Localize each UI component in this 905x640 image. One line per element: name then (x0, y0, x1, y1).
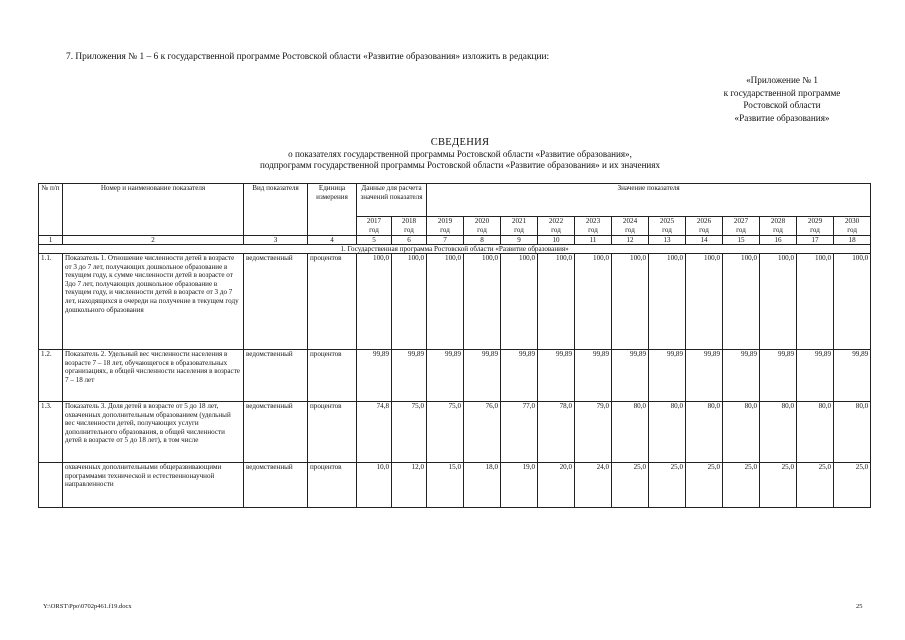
year-header (538, 217, 575, 236)
header-base: Данные для расчета значений показателя (357, 184, 427, 217)
year-suffix: год (551, 226, 561, 234)
indicator-value: 25,0 (686, 463, 723, 508)
column-number-row (39, 236, 871, 245)
heading-line-1: о показателях государственной программы Ростовской области «Развитие образования», (288, 149, 632, 159)
year-suffix: год (699, 226, 709, 234)
indicator-value: 25,0 (760, 463, 797, 508)
indicator-value: 100,0 (575, 254, 612, 350)
indicator-value: 99,89 (575, 350, 612, 402)
year-header (357, 217, 392, 236)
year-suffix: год (773, 226, 783, 234)
year-suffix: год (440, 226, 450, 234)
indicator-value: 75,0 (427, 402, 464, 463)
year-value: 2025 (659, 217, 675, 225)
year-suffix: год (588, 226, 598, 234)
indicator-value: 99,89 (686, 350, 723, 402)
year-header (723, 217, 760, 236)
column-number: 15 (723, 236, 760, 245)
indicator-kind: ведомственный (244, 350, 308, 402)
indicator-value: 25,0 (649, 463, 686, 508)
table-row (39, 402, 871, 463)
indicator-value: 99,89 (427, 350, 464, 402)
indicator-value: 80,0 (612, 402, 649, 463)
indicator-value: 25,0 (612, 463, 649, 508)
year-value: 2028 (770, 217, 786, 225)
indicator-value: 100,0 (760, 254, 797, 350)
appendix-line: Ростовской области (743, 100, 821, 110)
year-suffix: год (625, 226, 635, 234)
indicator-value: 100,0 (538, 254, 575, 350)
indicator-value: 99,89 (797, 350, 834, 402)
column-number: 17 (797, 236, 834, 245)
intro-paragraph: 7. Приложения № 1 – 6 к государственной программе Ростовской области «Развитие образования» изложить в редакции: (66, 52, 550, 62)
indicator-kind: ведомственный (244, 254, 308, 350)
column-number: 7 (427, 236, 464, 245)
year-header (392, 217, 427, 236)
indicator-value: 20,0 (538, 463, 575, 508)
year-header (834, 217, 871, 236)
indicator-name: Показатель 2. Удельный вес численности населения в возрасте 7 – 18 лет, обучающегося в образовательных организациях, в общей численности населения в возрасте 7 – 18 лет (63, 350, 244, 402)
table-body (39, 184, 871, 508)
program-title: 1. Государственная программа Ростовской области «Развитие образования» (39, 245, 871, 254)
indicator-value: 10,0 (357, 463, 392, 508)
column-number: 6 (392, 236, 427, 245)
indicator-value: 100,0 (649, 254, 686, 350)
indicator-value: 100,0 (723, 254, 760, 350)
indicator-value: 99,89 (723, 350, 760, 402)
indicators-table (38, 183, 871, 508)
column-number: 1 (39, 236, 63, 245)
indicator-value: 80,0 (797, 402, 834, 463)
year-value: 2020 (474, 217, 490, 225)
indicator-name: охваченных дополнительными общеразвивающими программами технической и естественнонаучной направленности (63, 463, 244, 508)
row-number: 1.3. (39, 402, 63, 463)
year-suffix: год (477, 226, 487, 234)
indicator-value: 80,0 (649, 402, 686, 463)
year-value: 2021 (511, 217, 527, 225)
indicator-value: 25,0 (723, 463, 760, 508)
year-value: 2029 (807, 217, 823, 225)
column-number: 12 (612, 236, 649, 245)
indicator-value: 99,89 (834, 350, 871, 402)
column-number: 3 (244, 236, 308, 245)
indicator-value: 76,0 (464, 402, 501, 463)
year-header (575, 217, 612, 236)
year-suffix: год (736, 226, 746, 234)
column-number: 2 (63, 236, 244, 245)
appendix-line: «Приложение № 1 (746, 75, 818, 85)
year-value: 2022 (548, 217, 564, 225)
indicator-value: 99,89 (501, 350, 538, 402)
indicator-value: 99,89 (357, 350, 392, 402)
column-number: 16 (760, 236, 797, 245)
year-header (501, 217, 538, 236)
indicator-value: 100,0 (427, 254, 464, 350)
table-row (39, 254, 871, 350)
indicator-value: 79,0 (575, 402, 612, 463)
indicator-value: 99,89 (392, 350, 427, 402)
indicator-value: 100,0 (612, 254, 649, 350)
indicator-value: 100,0 (834, 254, 871, 350)
year-value: 2019 (437, 217, 453, 225)
heading-line-2: подпрограмм государственной программы Ростовской области «Развитие образования» и их значениях (259, 160, 661, 170)
year-value: 2030 (845, 217, 860, 225)
indicator-value: 100,0 (501, 254, 538, 350)
year-suffix: год (810, 226, 820, 234)
indicator-unit: процентов (308, 463, 357, 508)
column-number: 11 (575, 236, 612, 245)
column-number: 18 (834, 236, 871, 245)
year-header (612, 217, 649, 236)
indicator-value: 100,0 (392, 254, 427, 350)
header-values: Значение показателя (427, 184, 871, 217)
indicator-value: 99,89 (612, 350, 649, 402)
indicator-value: 100,0 (464, 254, 501, 350)
header-row (39, 184, 871, 217)
year-header (649, 217, 686, 236)
year-suffix: год (662, 226, 672, 234)
indicator-name: Показатель 3. Доля детей в возрасте от 5 до 18 лет, охваченных дополнительным образованием (удельный вес численности детей, получающих услуги дополнительного образования, в общей численности детей в возрасте от 5 до 18 лет), в том числе (63, 402, 244, 463)
indicator-value: 25,0 (797, 463, 834, 508)
indicator-unit: процентов (308, 254, 357, 350)
document-heading (160, 136, 760, 171)
year-suffix: год (369, 226, 379, 234)
indicator-value: 80,0 (760, 402, 797, 463)
column-number: 5 (357, 236, 392, 245)
year-value: 2027 (733, 217, 749, 225)
indicator-value: 99,89 (538, 350, 575, 402)
indicator-value: 99,89 (464, 350, 501, 402)
column-number: 9 (501, 236, 538, 245)
indicator-value: 100,0 (357, 254, 392, 350)
indicator-unit: процентов (308, 402, 357, 463)
table-row (39, 350, 871, 402)
indicator-value: 75,0 (392, 402, 427, 463)
indicator-value: 18,0 (464, 463, 501, 508)
indicator-value: 80,0 (686, 402, 723, 463)
heading-title: СВЕДЕНИЯ (430, 137, 490, 148)
table-row (39, 463, 871, 508)
column-number: 13 (649, 236, 686, 245)
page-number: 25 (856, 603, 863, 610)
indicator-value: 25,0 (834, 463, 871, 508)
indicator-value: 99,89 (760, 350, 797, 402)
year-header (797, 217, 834, 236)
year-value: 2017 (366, 217, 382, 225)
indicator-kind: ведомственный (244, 463, 308, 508)
indicator-value: 19,0 (501, 463, 538, 508)
indicator-value: 77,0 (501, 402, 538, 463)
year-suffix: год (404, 226, 414, 234)
row-number: 1.2. (39, 350, 63, 402)
row-number (39, 463, 63, 508)
header-kind: Вид показателя (244, 184, 308, 236)
column-number: 10 (538, 236, 575, 245)
year-suffix: год (847, 226, 857, 234)
indicator-value: 15,0 (427, 463, 464, 508)
header-num: № п/п (39, 184, 63, 236)
column-number: 8 (464, 236, 501, 245)
year-header (686, 217, 723, 236)
appendix-label (700, 74, 864, 124)
header-name: Номер и наименование показателя (63, 184, 244, 236)
indicator-value: 80,0 (723, 402, 760, 463)
indicator-value: 78,0 (538, 402, 575, 463)
year-value: 2018 (401, 217, 417, 225)
indicator-value: 74,8 (357, 402, 392, 463)
file-path: Y:\ORST\Ppo\0702p461.f19.docx (43, 603, 132, 610)
year-value: 2026 (696, 217, 712, 225)
indicator-value: 100,0 (686, 254, 723, 350)
column-number: 14 (686, 236, 723, 245)
indicator-value: 99,89 (649, 350, 686, 402)
year-header (427, 217, 464, 236)
appendix-line: к государственной программе (723, 87, 841, 98)
row-number: 1.1. (39, 254, 63, 350)
year-value: 2023 (585, 217, 601, 225)
column-number: 4 (308, 236, 357, 245)
indicator-value: 100,0 (797, 254, 834, 350)
appendix-line: «Развитие образования» (734, 112, 830, 123)
indicator-value: 24,0 (575, 463, 612, 508)
year-value: 2024 (622, 217, 638, 225)
indicator-name: Показатель 1. Отношение численности детей в возрасте от 3 до 7 лет, получающих дошкольное образование в текущем году, к сумме численности детей в возрасте от 3до 7 лет, получающих дошкольное образование в текущем году, и численности детей в возрасте от 3 до 7 лет, находящихся в очереди на получение в текущем году дошкольного образования (63, 254, 244, 350)
indicator-value: 12,0 (392, 463, 427, 508)
indicator-unit: процентов (308, 350, 357, 402)
year-header (760, 217, 797, 236)
year-suffix: год (514, 226, 524, 234)
indicator-kind: ведомственный (244, 402, 308, 463)
indicator-value: 80,0 (834, 402, 871, 463)
program-row (39, 245, 871, 254)
year-header (464, 217, 501, 236)
header-unit: Единица измерения (308, 184, 357, 236)
